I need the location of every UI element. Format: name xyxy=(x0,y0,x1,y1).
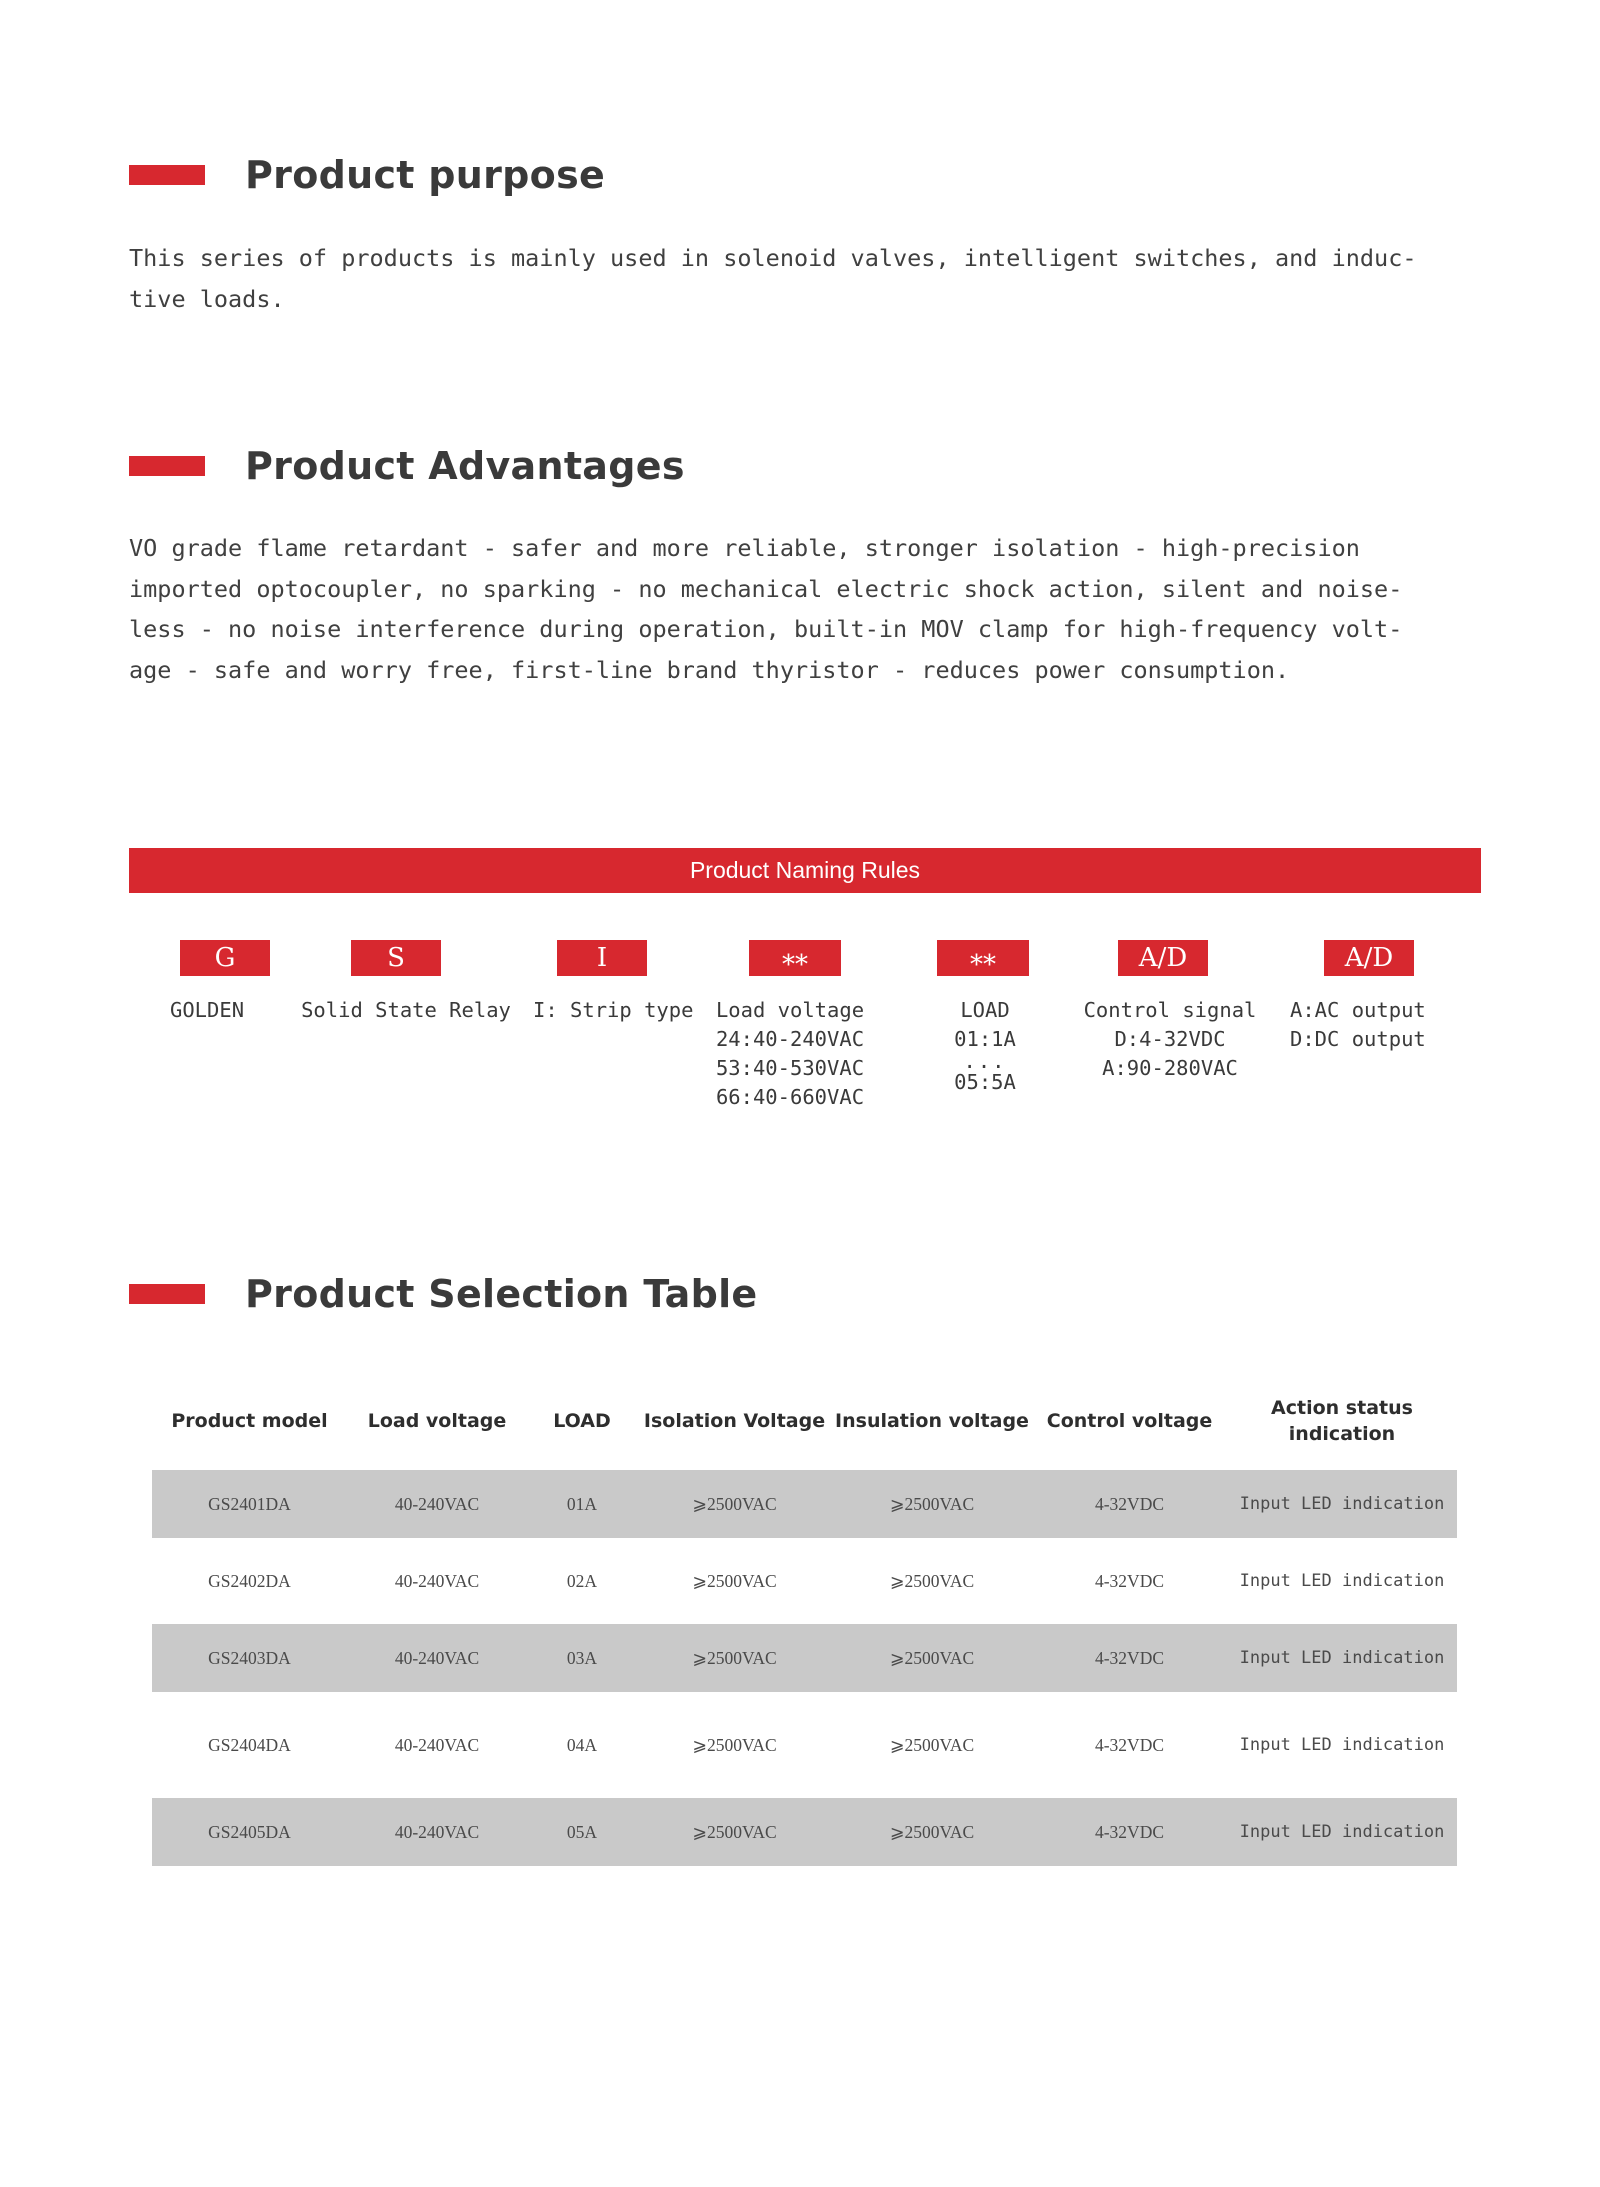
cell-insulation: ⩾2500VAC xyxy=(889,1734,975,1755)
cell-load: 01A xyxy=(566,1493,598,1514)
code-box-output: A/D xyxy=(1324,940,1414,976)
selection-heading xyxy=(129,1272,757,1316)
cell-action-status: Input LED indication xyxy=(1239,1735,1445,1755)
table-row xyxy=(152,1624,1457,1692)
cell-isolation: ⩾2500VAC xyxy=(692,1734,777,1755)
cell-model: GS2402DA xyxy=(208,1570,291,1591)
code-desc-control xyxy=(1070,996,1270,1083)
text-line: age - safe and worry free, first-line brand thyristor - reduces power consumption. xyxy=(129,655,1290,684)
desc-line: A:90-280VAC xyxy=(1102,1056,1238,1080)
desc-ellipsis: ... xyxy=(963,1049,1007,1073)
code-desc-golden xyxy=(170,996,290,1025)
cell-load: 05A xyxy=(566,1821,598,1842)
desc-line: D:4-32VDC xyxy=(1114,1027,1226,1051)
cell-isolation: ⩾2500VAC xyxy=(692,1570,777,1591)
desc-line: 24:40-240VAC xyxy=(715,1027,865,1051)
section-marker xyxy=(129,1284,205,1304)
cell-model: GS2404DA xyxy=(208,1734,291,1755)
code-box-golden: G xyxy=(180,940,270,976)
table-row xyxy=(152,1692,1457,1798)
cell-load-voltage: 40-240VAC xyxy=(394,1647,480,1668)
cell-load: 02A xyxy=(566,1570,598,1591)
code-box-ssr: S xyxy=(351,940,441,976)
cell-action-status: Input LED indication xyxy=(1239,1494,1445,1514)
col-header-action-status: Action status indication xyxy=(1271,1397,1413,1445)
desc-line: Control signal xyxy=(1083,998,1257,1022)
cell-insulation: ⩾2500VAC xyxy=(889,1821,975,1842)
selection-title: Product Selection Table xyxy=(245,1272,758,1316)
cell-insulation: ⩾2500VAC xyxy=(889,1647,975,1668)
cell-insulation: ⩾2500VAC xyxy=(889,1570,975,1591)
desc-line: 66:40-660VAC xyxy=(715,1085,865,1109)
col-header-control: Control voltage xyxy=(1046,1410,1213,1432)
cell-control: 4-32VDC xyxy=(1094,1647,1165,1668)
cell-load-voltage: 40-240VAC xyxy=(394,1734,480,1755)
section-marker xyxy=(129,165,205,185)
cell-isolation: ⩾2500VAC xyxy=(692,1821,777,1842)
code-box-load: ** xyxy=(937,940,1029,976)
cell-action-status: Input LED indication xyxy=(1239,1822,1445,1842)
advantages-text xyxy=(129,528,1429,690)
desc-line: A:AC output xyxy=(1290,998,1426,1022)
desc-line: 53:40-530VAC xyxy=(715,1056,865,1080)
purpose-text xyxy=(129,238,1429,319)
purpose-title: Product purpose xyxy=(245,153,606,197)
code-desc-load xyxy=(920,996,1050,1097)
text-line: less - no noise interference during operation, built-in MOV clamp for high-frequency volt- xyxy=(129,615,1403,643)
code-desc-load-voltage xyxy=(700,996,880,1112)
code-desc-output xyxy=(1290,996,1450,1054)
section-marker xyxy=(129,456,205,476)
naming-rules-banner: Product Naming Rules xyxy=(129,848,1481,893)
code-desc-type xyxy=(533,996,703,1025)
cell-load: 04A xyxy=(566,1734,598,1755)
desc-line: 05:5A xyxy=(954,1070,1016,1094)
table-row xyxy=(152,1470,1457,1538)
cell-model: GS2403DA xyxy=(208,1647,291,1668)
code-desc-ssr xyxy=(296,996,516,1025)
table-row xyxy=(152,1798,1457,1866)
cell-control: 4-32VDC xyxy=(1094,1734,1165,1755)
col-header-load-voltage: Load voltage xyxy=(367,1410,507,1432)
code-box-load-voltage: ** xyxy=(749,940,841,976)
table-row xyxy=(152,1538,1457,1624)
cell-control: 4-32VDC xyxy=(1094,1493,1165,1514)
cell-action-status: Input LED indication xyxy=(1239,1571,1445,1591)
cell-load-voltage: 40-240VAC xyxy=(394,1821,480,1842)
cell-action-status: Input LED indication xyxy=(1239,1648,1445,1668)
cell-model: GS2405DA xyxy=(208,1821,291,1842)
cell-isolation: ⩾2500VAC xyxy=(692,1647,777,1668)
desc-line: 01:1A xyxy=(954,1027,1016,1051)
col-header-model: Product model xyxy=(171,1410,328,1432)
text-line: This series of products is mainly used in solenoid valves, intelligent switches, and induc- xyxy=(129,244,1417,272)
desc-line: Solid State Relay xyxy=(301,998,511,1022)
desc-line: D:DC output xyxy=(1290,1027,1426,1051)
desc-line: LOAD xyxy=(960,998,1010,1022)
text-line: VO grade flame retardant - safer and more reliable, stronger isolation - high-precision xyxy=(129,534,1360,562)
cell-model: GS2401DA xyxy=(208,1493,291,1514)
desc-line: Load voltage xyxy=(715,998,865,1022)
cell-control: 4-32VDC xyxy=(1094,1570,1165,1591)
cell-control: 4-32VDC xyxy=(1094,1821,1165,1842)
cell-load-voltage: 40-240VAC xyxy=(394,1570,480,1591)
advantages-title: Product Advantages xyxy=(245,444,685,488)
cell-insulation: ⩾2500VAC xyxy=(889,1493,975,1514)
advantages-heading xyxy=(129,444,685,488)
code-box-type: I xyxy=(557,940,647,976)
table-header-row xyxy=(152,1380,1457,1462)
code-box-control: A/D xyxy=(1118,940,1208,976)
purpose-heading xyxy=(129,153,605,197)
selection-table xyxy=(152,1380,1457,1866)
col-header-isolation: Isolation Voltage xyxy=(643,1410,826,1432)
text-line: tive loads. xyxy=(129,284,285,313)
cell-load-voltage: 40-240VAC xyxy=(394,1493,480,1514)
col-header-insulation: Insulation voltage xyxy=(835,1410,1029,1432)
desc-line: I: Strip type xyxy=(533,998,694,1022)
col-header-load: LOAD xyxy=(553,1410,611,1432)
cell-isolation: ⩾2500VAC xyxy=(692,1493,777,1514)
cell-load: 03A xyxy=(566,1647,598,1668)
text-line: imported optocoupler, no sparking - no mechanical electric shock action, silent and noise- xyxy=(129,574,1403,603)
desc-line: GOLDEN xyxy=(170,998,245,1022)
